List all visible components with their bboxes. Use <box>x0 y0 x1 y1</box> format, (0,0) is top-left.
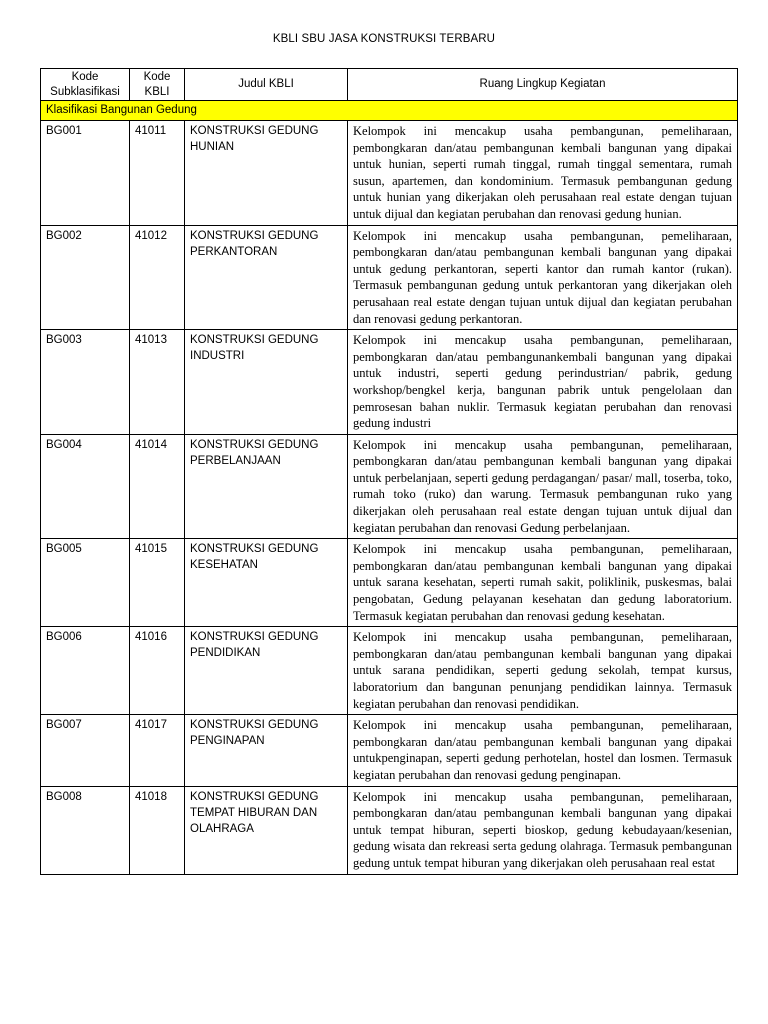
judul-line: KONSTRUKSI GEDUNG <box>190 334 319 347</box>
cell-ruang-lingkup: Kelompok ini mencakup usaha pembangunan, pemeliharaan, pembongkaran dan/atau pembangunan kembali bangunan yang dipakai untuk sarana pendidikan, seperti gedung sekolah, tempat kursus, laboratorium dan bangunan penunjang pendidikan lainnya. Termasuk kegiatan perubahan dan renovasi pendidikan. <box>348 627 738 715</box>
cell-kode-kbli: 41015 <box>130 539 185 627</box>
cell-ruang-lingkup: Kelompok ini mencakup usaha pembangunan, pemeliharaan, pembongkaran dan/atau pembangunankembali bangunan yang dipakai untuk industri, seperti gedung perindustrian/ pabrik, gedung workshop/bengkel kerja, bangunan pabrik untuk pengelolaan dan pemrosesan bahan nuklir. Termasuk kegiatan perubahan dan renovasi gedung industri <box>348 330 738 435</box>
cell-kode-kbli: 41012 <box>130 225 185 330</box>
table-row <box>41 539 738 627</box>
judul-line: PENGINAPAN <box>190 735 265 748</box>
cell-kode-subklasifikasi: BG006 <box>41 627 130 715</box>
header-kode-subklasifikasi-line1: Kode <box>71 70 99 83</box>
header-ruang-lingkup: Ruang Lingkup Kegiatan <box>348 69 738 101</box>
judul-line: OLAHRAGA <box>190 822 254 835</box>
cell-judul-kbli <box>185 539 348 627</box>
cell-kode-kbli: 41011 <box>130 121 185 226</box>
cell-judul-kbli <box>185 715 348 786</box>
cell-ruang-lingkup: Kelompok ini mencakup usaha pembangunan, pemeliharaan, pembongkaran dan/atau pembangunan kembali bangunan yang dipakai untuk sarana kesehatan, seperti rumah sakit, poliklinik, puskesmas, balai pengobatan, Gedung pelayanan kesehatan dan gedung laboratorium. Termasuk kegiatan perubahan dan renovasi gedung kesehatan. <box>348 539 738 627</box>
judul-line: KONSTRUKSI GEDUNG <box>190 229 319 242</box>
cell-kode-subklasifikasi: BG004 <box>41 434 130 539</box>
cell-kode-subklasifikasi: BG007 <box>41 715 130 786</box>
judul-line: KONSTRUKSI GEDUNG <box>190 438 319 451</box>
cell-kode-kbli: 41018 <box>130 786 185 874</box>
judul-line: INDUSTRI <box>190 350 245 363</box>
header-judul-kbli: Judul KBLI <box>185 69 348 101</box>
judul-line: KONSTRUKSI GEDUNG <box>190 719 319 732</box>
cell-kode-subklasifikasi: BG003 <box>41 330 130 435</box>
cell-kode-subklasifikasi: BG002 <box>41 225 130 330</box>
header-kode-kbli-line2: KBLI <box>144 85 170 98</box>
cell-kode-kbli: 41014 <box>130 434 185 539</box>
cell-judul-kbli <box>185 627 348 715</box>
cell-kode-kbli: 41013 <box>130 330 185 435</box>
judul-line: PENDIDIKAN <box>190 647 261 660</box>
judul-line: KONSTRUKSI GEDUNG <box>190 543 319 556</box>
cell-ruang-lingkup: Kelompok ini mencakup usaha pembangunan, pemeliharaan, pembongkaran dan/atau pembangunan kembali bangunan yang dipakai untukpenginapan, seperti gedung perhotelan, hostel dan losmen. Termasuk kegiatan perubahan dan renovasi gedung penginapan. <box>348 715 738 786</box>
judul-line: KONSTRUKSI GEDUNG <box>190 631 319 644</box>
cell-judul-kbli <box>185 330 348 435</box>
cell-ruang-lingkup: Kelompok ini mencakup usaha pembangunan, pemeliharaan, pembongkaran dan/atau pembangunan kembali bangunan yang dipakai untuk hunian, seperti rumah tinggal, rumah tinggal sementara, rumah susun, apartemen, dan kondominium. Termasuk pembangunan gedung untuk hunian yang dikerjakan oleh perusahaan real estate dengan tujuan untuk dijual dan kegiatan perubahan dan renovasi gedung hunian. <box>348 121 738 226</box>
document-title: KBLI SBU JASA KONSTRUKSI TERBARU <box>272 33 496 45</box>
table-row <box>41 121 738 226</box>
table-row <box>41 627 738 715</box>
header-kode-kbli-line1: Kode <box>143 70 171 83</box>
cell-kode-subklasifikasi: BG005 <box>41 539 130 627</box>
judul-line: PERKANTORAN <box>190 245 278 258</box>
cell-judul-kbli <box>185 786 348 874</box>
judul-line: TEMPAT HIBURAN DAN <box>190 806 318 819</box>
table-header-row <box>41 69 738 101</box>
table-row <box>41 786 738 874</box>
judul-line: KESEHATAN <box>190 559 258 572</box>
cell-ruang-lingkup: Kelompok ini mencakup usaha pembangunan, pemeliharaan, pembongkaran dan/atau pembangunan kembali bangunan yang dipakai untuk gedung perkantoran, seperti kantor dan rumah kantor (rukan). Termasuk pembangunan gedung untuk perkantoran yang dikerjakan oleh perusahaan real estate dengan tujuan untuk dijual dan kegiatan perubahan dan renovasi gedung perkantoran. <box>348 225 738 330</box>
header-kode-subklasifikasi <box>41 69 130 101</box>
judul-line: KONSTRUKSI GEDUNG <box>190 790 319 803</box>
judul-line: HUNIAN <box>190 141 235 153</box>
cell-ruang-lingkup: Kelompok ini mencakup usaha pembangunan, pemeliharaan, pembongkaran dan/atau pembangunan kembali bangunan yang dipakai untuk perbelanjaan, seperti gedung perdagangan/ pasar/ mall, toserba, toko, rumah toko (ruko) dan warung. Termasuk pembangunan ruko yang dikerjakan oleh perusahaan real estate dengan tujuan untuk dijual dan kegiatan perubahan dan renovasi Gedung perbelanjaan. <box>348 434 738 539</box>
cell-kode-subklasifikasi: BG001 <box>41 121 130 226</box>
table-row <box>41 225 738 330</box>
judul-line: PERBELANJAAN <box>190 454 281 467</box>
cell-kode-subklasifikasi: BG008 <box>41 786 130 874</box>
cell-judul-kbli <box>185 434 348 539</box>
cell-ruang-lingkup: Kelompok ini mencakup usaha pembangunan, pemeliharaan, pembongkaran dan/atau pembangunan kembali bangunan yang dipakai untuk tempat hiburan, seperti bioskop, gedung kebudayaan/kesenian, gedung wisata dan rekreasi serta gedung olahraga. Termasuk pembangunan gedung untuk tempat hiburan yang dikerjakan oleh perusahaan real estat <box>348 786 738 874</box>
cell-judul-kbli <box>185 225 348 330</box>
table-row <box>41 715 738 786</box>
table-row <box>41 330 738 435</box>
section-label: Klasifikasi Bangunan Gedung <box>41 101 738 121</box>
cell-kode-kbli: 41017 <box>130 715 185 786</box>
section-row <box>41 101 738 121</box>
table-row <box>41 434 738 539</box>
kbli-table <box>40 68 738 875</box>
cell-judul-kbli <box>185 121 348 226</box>
cell-kode-kbli: 41016 <box>130 627 185 715</box>
header-kode-subklasifikasi-line2: Subklasifikasi <box>50 85 120 98</box>
header-kode-kbli <box>130 69 185 101</box>
judul-line: KONSTRUKSI GEDUNG <box>190 125 319 137</box>
